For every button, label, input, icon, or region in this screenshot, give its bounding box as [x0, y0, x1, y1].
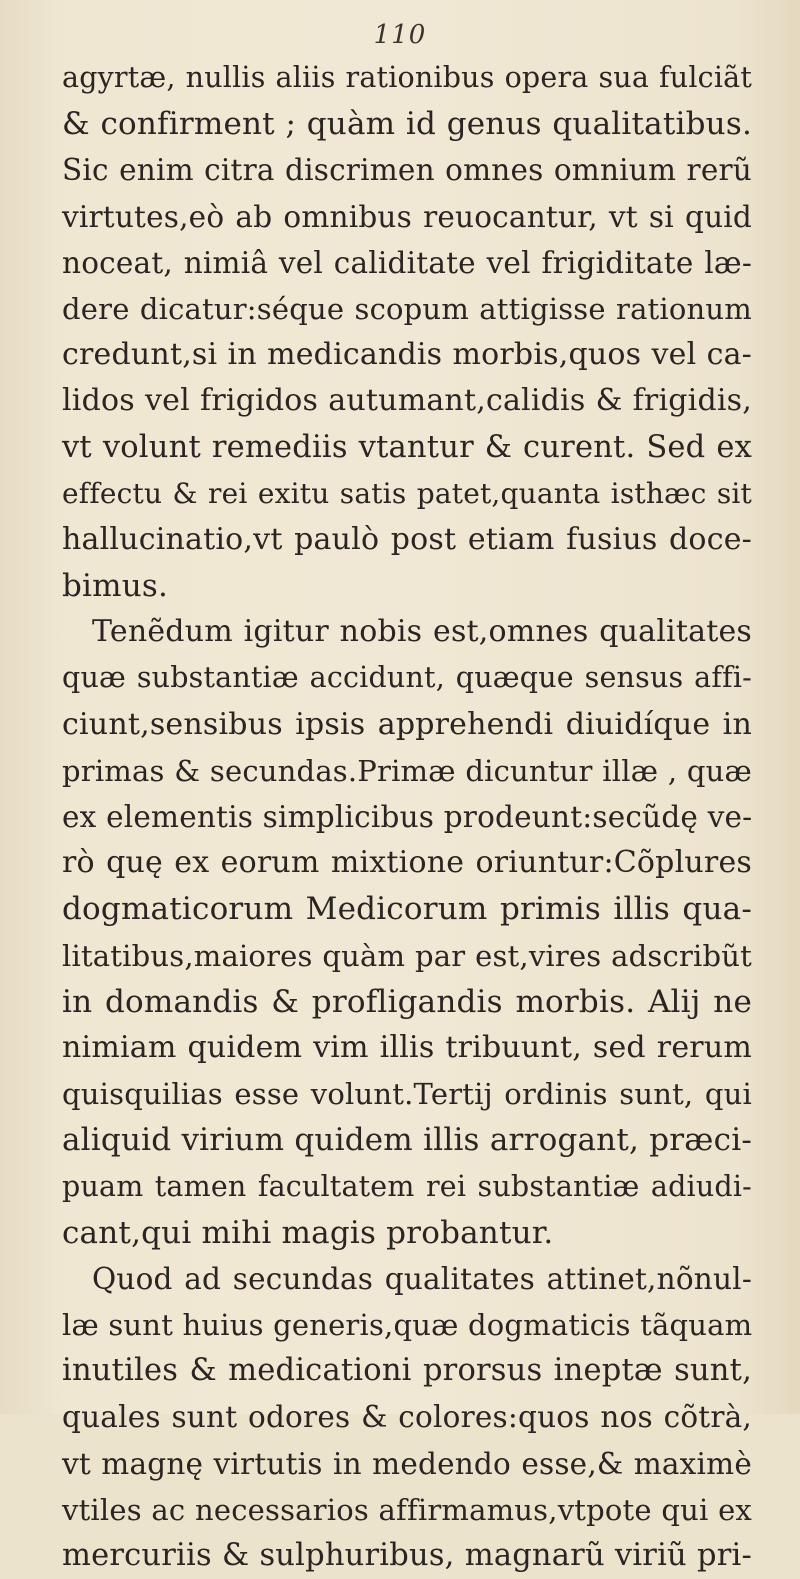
- text-line: litatibus,maiores quàm par est,vires adscribũt: [62, 938, 752, 973]
- body-text: [62, 55, 752, 1579]
- text-line: effectu & rei exitu satis patet,quanta isthæc sit: [62, 476, 752, 510]
- text-line: quales sunt odores & colores:quos nos cõtrà,: [62, 1400, 752, 1435]
- text-line: & confirment ; quàm id genus qualitatibus.: [62, 106, 752, 143]
- text-line: rò quę ex eorum mixtione oriuntur:Cõplures: [62, 845, 752, 881]
- text-line: aliquid virium quidem illis arrogant, præci-: [62, 1122, 752, 1159]
- text-line: primas & secundas.Primæ dicuntur illæ , quæ: [62, 753, 752, 788]
- text-line: vtiles ac necessarios affirmamus,vtpote qui ex: [62, 1492, 752, 1527]
- text-line: ciunt,sensibus ipsis apprehendi diuidíque in: [62, 706, 752, 742]
- page-number: 110: [373, 20, 427, 50]
- text-line: Tenẽdum igitur nobis est,omnes qualitates: [92, 614, 752, 650]
- text-line: agyrtæ, nullis aliis rationibus opera sua fulciãt: [62, 61, 752, 94]
- text-line: Sic enim citra discrimen omnes omnium rerũ: [62, 153, 752, 188]
- text-line: vt volunt remediis vtantur & curent. Sed ex: [62, 429, 752, 465]
- text-line: puam tamen facultatem rei substantiæ adiudi-: [62, 1169, 752, 1203]
- text-line: mercuriis & sulphuribus, magnarũ viriũ pri-: [62, 1538, 752, 1573]
- text-line: dere dicatur:séque scopum attigisse rationum: [62, 291, 752, 326]
- text-line: læ sunt huius generis,quæ dogmaticis tãquam: [62, 1308, 753, 1343]
- text-line: quæ substantiæ accidunt, quæque sensus affi-: [62, 661, 752, 695]
- text-line: virtutes,eò ab omnibus reuocantur, vt si quid: [62, 199, 752, 234]
- text-line: hallucinatio,vt paulò post etiam fusius doce-: [62, 521, 752, 557]
- text-line: noceat, nimiâ vel caliditate vel frigiditate læ-: [62, 245, 752, 280]
- text-line: lidos vel frigidos autumant,calidis & frigidis,: [62, 383, 752, 419]
- text-line: credunt,si in medicandis morbis,quos vel ca-: [62, 337, 752, 373]
- text-line: ex elementis simplicibus prodeunt:secũdę ve-: [62, 800, 753, 834]
- text-line: inutiles & medicationi prorsus ineptæ sunt,: [62, 1353, 752, 1389]
- text-line: nimiam quidem vim illis tribuunt, sed rerum: [62, 1029, 752, 1065]
- text-line: cant,qui mihi magis probantur.: [62, 1214, 554, 1251]
- text-line: vt magnę virtutis in medendo esse,& maximè: [62, 1446, 752, 1481]
- text-line: in domandis & profligandis morbis. Alij ne: [62, 983, 752, 1020]
- text-line: quisquilias esse volunt.Tertij ordinis sunt, qui: [62, 1077, 752, 1112]
- text-line: bimus.: [62, 568, 169, 605]
- text-line: dogmaticorum Medicorum primis illis qua-: [62, 891, 752, 928]
- text-line: Quod ad secundas qualitates attinet,nõnul-: [92, 1261, 752, 1296]
